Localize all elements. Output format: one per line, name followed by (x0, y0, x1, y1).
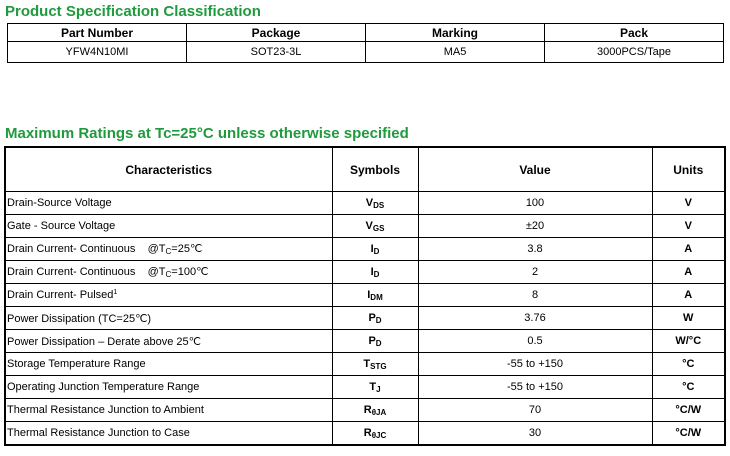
symbol-main: R (363, 403, 372, 416)
cell-symbol (332, 330, 418, 353)
cell-symbol (332, 422, 418, 446)
header-marking: Marking (366, 24, 545, 42)
cell-characteristic: Power Dissipation (TC=25℃) (5, 307, 332, 330)
max-ratings-title: Maximum Ratings at Tc=25°C unless otherwise specified (5, 125, 409, 142)
table-row (5, 399, 725, 422)
characteristic-subscript: C (165, 270, 172, 279)
symbol-subscript: DS (373, 200, 385, 210)
cell-value: 3.76 (418, 307, 652, 330)
table-row (5, 307, 725, 330)
cell-unit: °C/W (652, 422, 725, 446)
cell-characteristic: Power Dissipation – Derate above 25℃ (5, 330, 332, 353)
product-spec-title: Product Specification Classification (5, 3, 261, 20)
symbol-main: V (365, 219, 373, 232)
symbol-subscript: J (376, 384, 381, 394)
table-header-row (5, 147, 725, 192)
cell-value: 70 (418, 399, 652, 422)
cell-unit: °C (652, 353, 725, 376)
symbol-subscript: D (373, 246, 380, 256)
symbol-subscript: D (373, 269, 380, 279)
header-characteristics: Characteristics (5, 147, 332, 192)
cell-symbol (332, 192, 418, 215)
symbol-main: T (363, 357, 371, 370)
characteristic-tail: =25℃ (171, 243, 203, 255)
symbol-main: V (365, 196, 374, 209)
symbol-main: I (370, 265, 374, 278)
symbol-subscript: GS (372, 223, 385, 233)
symbol-main: R (363, 426, 372, 439)
header-pack: Pack (545, 24, 724, 42)
table-row (5, 376, 725, 399)
cell-symbol (332, 353, 418, 376)
cell-value: 2 (418, 261, 652, 284)
cell-characteristic: Drain-Source Voltage (5, 192, 332, 215)
cell-characteristic (5, 261, 332, 284)
cell-characteristic: Operating Junction Temperature Range (5, 376, 332, 399)
cell-unit: W/°C (652, 330, 725, 353)
symbol-main: T (369, 380, 377, 393)
symbol-subscript: DM (370, 292, 383, 302)
symbol-main: P (368, 334, 376, 347)
header-part-number: Part Number (8, 24, 187, 42)
characteristic-text: Drain Current- Continuous @T (7, 266, 166, 278)
cell-characteristic: Gate - Source Voltage (5, 215, 332, 238)
table-row (5, 238, 725, 261)
cell-unit: W (652, 307, 725, 330)
cell-marking: MA5 (366, 42, 545, 63)
characteristic-subscript: C (165, 247, 172, 256)
table-row (5, 284, 725, 307)
cell-pack: 3000PCS/Tape (545, 42, 724, 63)
symbol-subscript: D (375, 338, 382, 348)
table-row (5, 330, 725, 353)
cell-package: SOT23-3L (187, 42, 366, 63)
cell-unit: A (652, 238, 725, 261)
header-value: Value (418, 147, 652, 192)
header-units: Units (652, 147, 725, 192)
cell-value: 30 (418, 422, 652, 446)
table-row (5, 353, 725, 376)
symbol-main: I (367, 288, 371, 301)
cell-characteristic (5, 284, 332, 307)
cell-characteristic: Thermal Resistance Junction to Ambient (5, 399, 332, 422)
symbol-main: I (370, 242, 374, 255)
cell-symbol (332, 376, 418, 399)
cell-symbol (332, 399, 418, 422)
cell-characteristic: Storage Temperature Range (5, 353, 332, 376)
cell-symbol (332, 307, 418, 330)
max-ratings-table (4, 146, 726, 446)
cell-symbol (332, 261, 418, 284)
symbol-subscript: θJA (371, 407, 387, 417)
cell-characteristic: Thermal Resistance Junction to Case (5, 422, 332, 446)
cell-unit: A (652, 261, 725, 284)
cell-symbol (332, 238, 418, 261)
cell-value: 0.5 (418, 330, 652, 353)
cell-unit: °C/W (652, 399, 725, 422)
header-symbols: Symbols (332, 147, 418, 192)
footnote-marker: 1 (113, 289, 118, 296)
symbol-subscript: θJC (371, 430, 387, 440)
cell-value: -55 to +150 (418, 376, 652, 399)
header-package: Package (187, 24, 366, 42)
cell-unit: A (652, 284, 725, 307)
cell-value: 8 (418, 284, 652, 307)
characteristic-tail: =100℃ (171, 266, 209, 278)
table-row (8, 42, 724, 63)
table-row (5, 261, 725, 284)
characteristic-text: Drain Current- Pulsed (7, 289, 114, 301)
cell-characteristic (5, 238, 332, 261)
cell-value: 3.8 (418, 238, 652, 261)
cell-value: ±20 (418, 215, 652, 238)
symbol-main: P (368, 311, 376, 324)
cell-unit: V (652, 192, 725, 215)
cell-part-number: YFW4N10MI (8, 42, 187, 63)
cell-symbol (332, 215, 418, 238)
table-row (5, 422, 725, 446)
table-header-row (8, 24, 724, 42)
cell-unit: V (652, 215, 725, 238)
cell-symbol (332, 284, 418, 307)
table-row (5, 192, 725, 215)
cell-value: 100 (418, 192, 652, 215)
table-row (5, 215, 725, 238)
cell-unit: °C (652, 376, 725, 399)
cell-value: -55 to +150 (418, 353, 652, 376)
symbol-subscript: STG (370, 361, 387, 371)
symbol-subscript: D (375, 315, 382, 325)
characteristic-text: Drain Current- Continuous @T (7, 243, 166, 255)
product-spec-table (7, 23, 724, 63)
